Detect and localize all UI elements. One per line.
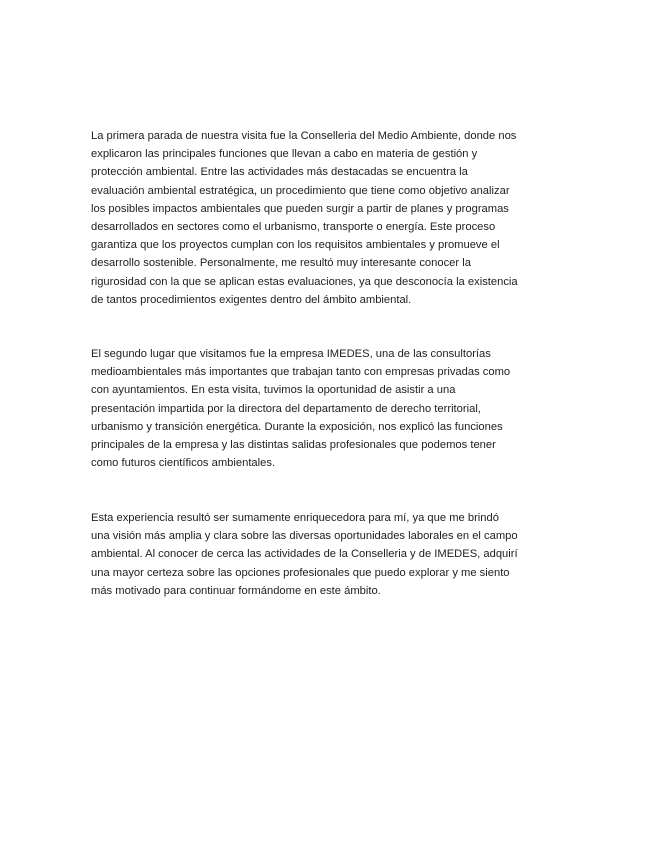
text-line: explicaron las principales funciones que llevan a cabo en materia de gestión y — [91, 148, 478, 161]
paragraph-conselleria-visit — [91, 127, 571, 309]
text-line: protección ambiental. Entre las actividades más destacadas se encuentra la — [91, 166, 468, 179]
text-line: una mayor certeza sobre las opciones profesionales que puedo explorar y me siento — [91, 566, 510, 579]
text-line: evaluación ambiental estratégica, un procedimiento que tiene como objetivo analizar — [91, 184, 510, 197]
text-line: Esta experiencia resultó ser sumamente enriquecedora para mí, ya que me brindó — [91, 512, 499, 524]
paragraph-imedes-visit — [91, 345, 571, 472]
text-line: medioambientales más importantes que trabajan tanto con empresas privadas como — [91, 366, 511, 379]
text-line: urbanismo y transición energética. Durante la exposición, nos explicó las funciones — [91, 420, 503, 433]
paragraph-conclusion — [91, 509, 571, 600]
text-line: de tantos procedimientos exigentes dentro del ámbito ambiental. — [91, 293, 412, 306]
text-line: garantiza que los proyectos cumplan con los requisitos ambientales y promueve el — [91, 239, 500, 252]
text-line: ambiental. Al conocer de cerca las actividades de la Conselleria y de IMEDES, adquirí — [91, 548, 518, 561]
text-line: más motivado para continuar formándome en este ámbito. — [91, 584, 381, 597]
text-line: desarrollo sostenible. Personalmente, me resultó muy interesante conocer la — [91, 257, 471, 270]
text-line: una visión más amplia y clara sobre las diversas oportunidades laborales en el campo — [91, 530, 518, 543]
text-line: los posibles impactos ambientales que pueden surgir a partir de planes y programas — [91, 202, 509, 215]
text-line: El segundo lugar que visitamos fue la empresa IMEDES, una de las consultorías — [91, 348, 491, 360]
text-line: desarrollados en sectores como el urbanismo, transporte o energía. Este proceso — [91, 221, 496, 234]
text-line: La primera parada de nuestra visita fue la Conselleria del Medio Ambiente, donde nos — [91, 130, 517, 142]
text-line: con ayuntamientos. En esta visita, tuvimos la oportunidad de asistir a una — [91, 384, 456, 397]
text-line: principales de la empresa y las distintas salidas profesionales que podemos tener — [91, 439, 496, 452]
text-line: presentación impartida por la directora del departamento de derecho territorial, — [91, 402, 481, 415]
text-line: como futuros científicos ambientales. — [91, 457, 276, 470]
text-line: rigurosidad con la que se aplican estas evaluaciones, ya que desconocía la existencia — [91, 275, 518, 288]
